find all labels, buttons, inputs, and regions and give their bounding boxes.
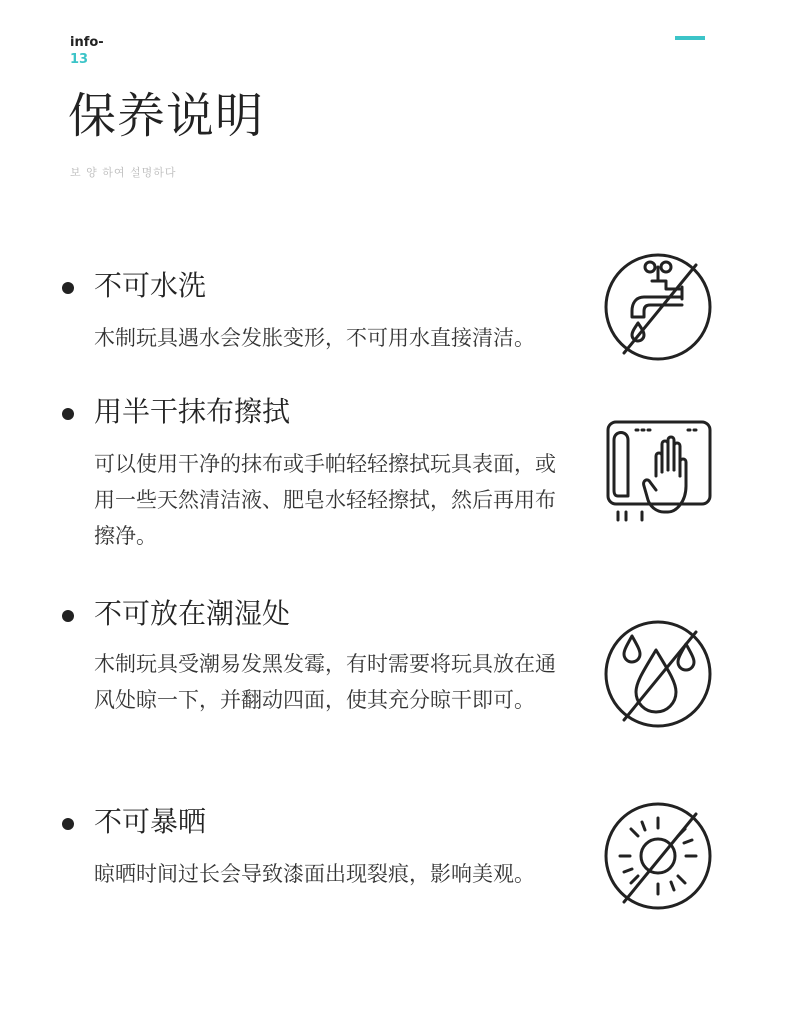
info-tag-label: info- xyxy=(70,35,104,50)
care-item-title: 用半干抹布擦拭 xyxy=(94,395,291,428)
care-item-title: 不可放在潮湿处 xyxy=(94,597,291,630)
no-faucet-water-icon xyxy=(602,251,714,363)
care-item-description: 晾晒时间过长会导致漆面出现裂痕，影响美观。 xyxy=(94,862,535,886)
bullet-icon xyxy=(62,610,74,622)
page-title: 保养说明 xyxy=(68,88,265,144)
info-tag-number: 13 xyxy=(70,52,89,67)
info-tag xyxy=(70,34,104,68)
bullet-icon xyxy=(62,818,74,830)
accent-bar xyxy=(675,36,705,40)
care-item-title: 不可水洗 xyxy=(94,269,207,302)
care-item-description: 木制玩具遇水会发胀变形，不可用水直接清洁。 xyxy=(94,326,535,350)
page-subtitle: 보 양 하여 설명하다 xyxy=(70,166,177,179)
no-sun-icon xyxy=(602,800,714,912)
care-item-description: 可以使用干净的抹布或手帕轻轻擦拭玩具表面，或用一些天然清洁液、肥皂水轻轻擦拭，然后再用布擦净。 xyxy=(94,452,556,548)
care-item-description: 木制玩具受潮易发黑发霉，有时需要将玩具放在通风处晾一下，并翻动四面，使其充分晾干即可。 xyxy=(94,652,556,712)
bullet-icon xyxy=(62,408,74,420)
hand-wipe-cloth-icon xyxy=(602,416,714,528)
no-moisture-icon xyxy=(602,618,714,730)
care-item-title: 不可暴晒 xyxy=(94,805,207,838)
bullet-icon xyxy=(62,282,74,294)
